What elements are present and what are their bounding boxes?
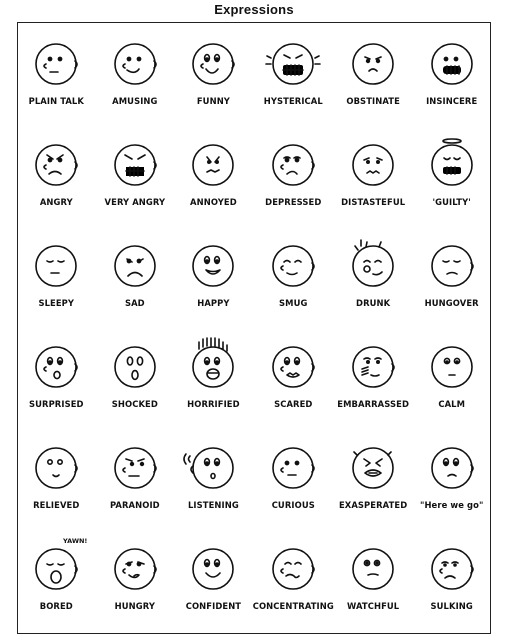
surprised-face-icon (28, 337, 84, 393)
expression-label: HORRIFIED (187, 399, 240, 409)
page-title: Expressions (214, 2, 294, 17)
expression-cell (96, 329, 175, 430)
expression-cell (412, 430, 491, 531)
expression-label: DISTASTEFUL (341, 197, 406, 207)
shocked-face-icon (107, 337, 163, 393)
expression-cell (253, 127, 334, 228)
embarrassed-face-icon (345, 337, 401, 393)
expression-cell (96, 430, 175, 531)
expression-cell (17, 127, 96, 228)
expression-cell (17, 26, 96, 127)
expression-cell (96, 26, 175, 127)
expression-label: SLEEPY (38, 298, 75, 308)
listening-face-icon (185, 438, 241, 494)
paranoid-face-icon (107, 438, 163, 494)
curious-face-icon (265, 438, 321, 494)
expression-label: 'GUILTY' (432, 197, 471, 207)
expression-cell (17, 228, 96, 329)
expression-label: SAD (124, 298, 145, 308)
expression-label: WATCHFUL (347, 601, 400, 611)
expression-label: DRUNK (356, 298, 391, 308)
expression-cell (334, 127, 413, 228)
bored-face-icon (28, 539, 84, 595)
expression-cell (174, 228, 253, 329)
expression-cell (253, 26, 334, 127)
yawn-note: YAWN! (63, 537, 88, 545)
expression-label: OBSTINATE (346, 96, 400, 106)
expression-cell (412, 26, 491, 127)
expression-label: ANGRY (39, 197, 73, 207)
expression-cell (17, 531, 96, 632)
expression-cell (334, 26, 413, 127)
annoyed-face-icon (185, 135, 241, 191)
sad-face-icon (107, 236, 163, 292)
expression-label: CONCENTRATING (252, 601, 334, 611)
expression-cell (334, 228, 413, 329)
expression-label: HUNGOVER (424, 298, 479, 308)
expressions-grid (17, 26, 491, 632)
expression-label: BORED (39, 601, 73, 611)
smug-face-icon (265, 236, 321, 292)
angry-face-icon (28, 135, 84, 191)
expression-label: CURIOUS (271, 500, 315, 510)
horrified-face-icon (185, 337, 241, 393)
expression-cell (17, 430, 96, 531)
expression-label: VERY ANGRY (104, 197, 166, 207)
expression-label: CONFIDENT (185, 601, 242, 611)
expression-cell (334, 430, 413, 531)
expression-label: SURPRISED (28, 399, 84, 409)
expression-label: SHOCKED (111, 399, 158, 409)
plain-talk-face-icon (28, 34, 84, 90)
funny-face-icon (185, 34, 241, 90)
expression-cell (412, 329, 491, 430)
expression-cell (253, 430, 334, 531)
expression-label: HUNGRY (114, 601, 156, 611)
expression-label: PARANOID (109, 500, 160, 510)
sleepy-face-icon (28, 236, 84, 292)
expression-label: "Here we go" (419, 500, 484, 510)
concentrating-face-icon (265, 539, 321, 595)
expression-cell (253, 531, 334, 632)
watchful-face-icon (345, 539, 401, 595)
expression-label: RELIEVED (33, 500, 80, 510)
very-angry-face-icon (107, 135, 163, 191)
expression-cell (412, 127, 491, 228)
expression-cell (412, 228, 491, 329)
expression-cell (412, 531, 491, 632)
expression-label: PLAIN TALK (28, 96, 84, 106)
depressed-face-icon (265, 135, 321, 191)
drunk-face-icon (345, 236, 401, 292)
hungover-face-icon (424, 236, 480, 292)
expression-label: EMBARRASSED (337, 399, 410, 409)
expression-label: SULKING (430, 601, 473, 611)
insincere-face-icon (424, 34, 480, 90)
calm-face-icon (424, 337, 480, 393)
expression-label: HAPPY (197, 298, 230, 308)
expression-label: AMUSING (112, 96, 158, 106)
expression-cell (96, 531, 175, 632)
expression-cell (174, 329, 253, 430)
expression-cell (174, 26, 253, 127)
expression-label: HYSTERICAL (263, 96, 323, 106)
expression-cell (174, 430, 253, 531)
expression-label: INSINCERE (426, 96, 478, 106)
expression-label: SCARED (274, 399, 313, 409)
expression-label: EXASPERATED (338, 500, 408, 510)
expression-label: DEPRESSED (265, 197, 322, 207)
hysterical-face-icon (265, 34, 321, 90)
hungry-face-icon (107, 539, 163, 595)
amusing-face-icon (107, 34, 163, 90)
expression-label: LISTENING (188, 500, 239, 510)
expression-cell (174, 531, 253, 632)
happy-face-icon (185, 236, 241, 292)
confident-face-icon (185, 539, 241, 595)
expression-label: FUNNY (196, 96, 230, 106)
expression-cell (253, 329, 334, 430)
exasperated-face-icon (345, 438, 401, 494)
expression-cell (334, 329, 413, 430)
here-we-go-face-icon (424, 438, 480, 494)
scared-face-icon (265, 337, 321, 393)
expression-label: CALM (438, 399, 466, 409)
expression-cell (334, 531, 413, 632)
obstinate-face-icon (345, 34, 401, 90)
relieved-face-icon (28, 438, 84, 494)
expression-cell (17, 329, 96, 430)
expression-cell (174, 127, 253, 228)
expression-label: ANNOYED (190, 197, 237, 207)
expression-cell (96, 228, 175, 329)
distasteful-face-icon (345, 135, 401, 191)
sulking-face-icon (424, 539, 480, 595)
expression-label: SMUG (279, 298, 308, 308)
expression-cell (96, 127, 175, 228)
guilty-face-icon (424, 135, 480, 191)
expression-cell (253, 228, 334, 329)
